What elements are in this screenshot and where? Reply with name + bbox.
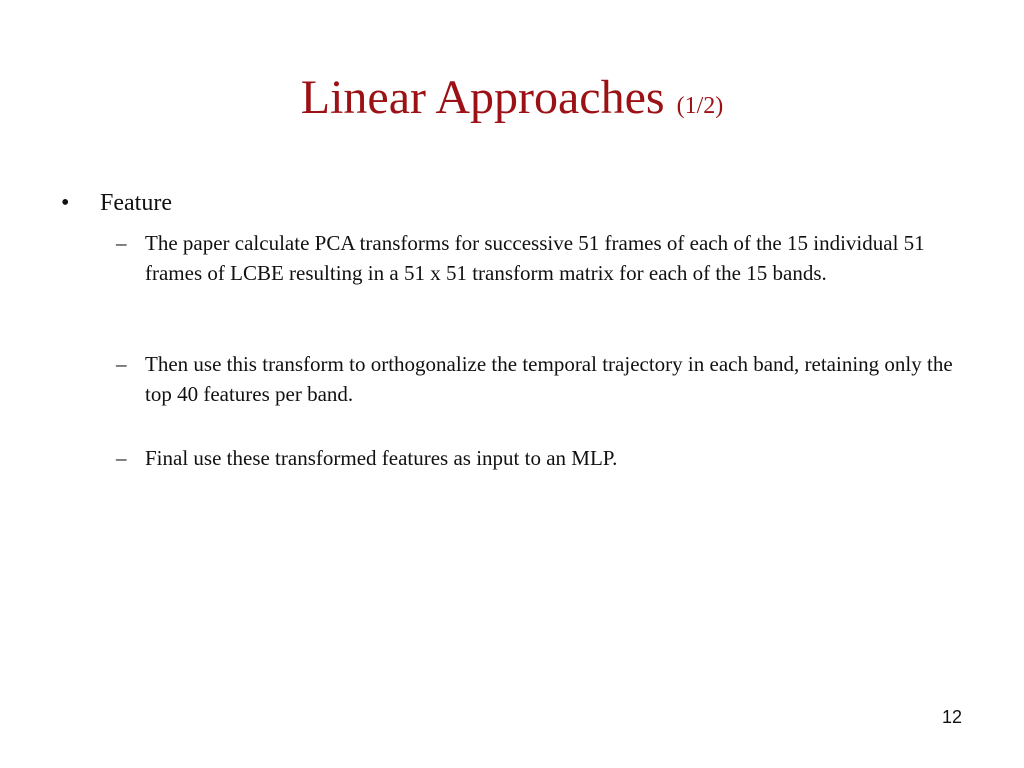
bullet-marker: • [61,190,70,216]
sub-bullet-marker: – [116,352,127,376]
slide-title-main: Linear Approaches [300,71,665,124]
sub-bullet-marker: – [116,231,127,255]
sub-bullet-pca-transforms: The paper calculate PCA transforms for successive 51 frames of each of the 15 individual 51 frames of LCBE resulting in a 51 x 51 transform matrix for each of the 15 bands. [145,231,925,285]
sub-bullet-marker: – [116,446,127,470]
sub-bullet-mlp-input: Final use these transformed features as input to an MLP. [145,446,618,470]
page-number: 12 [941,707,962,727]
bullet-feature-label: Feature [100,190,172,216]
sub-bullet-orthogonalize: Then use this transform to orthogonalize the temporal trajectory in each band, retaining only the top 40 features per band. [145,352,953,406]
slide-title-suffix: (1/2) [676,93,724,119]
